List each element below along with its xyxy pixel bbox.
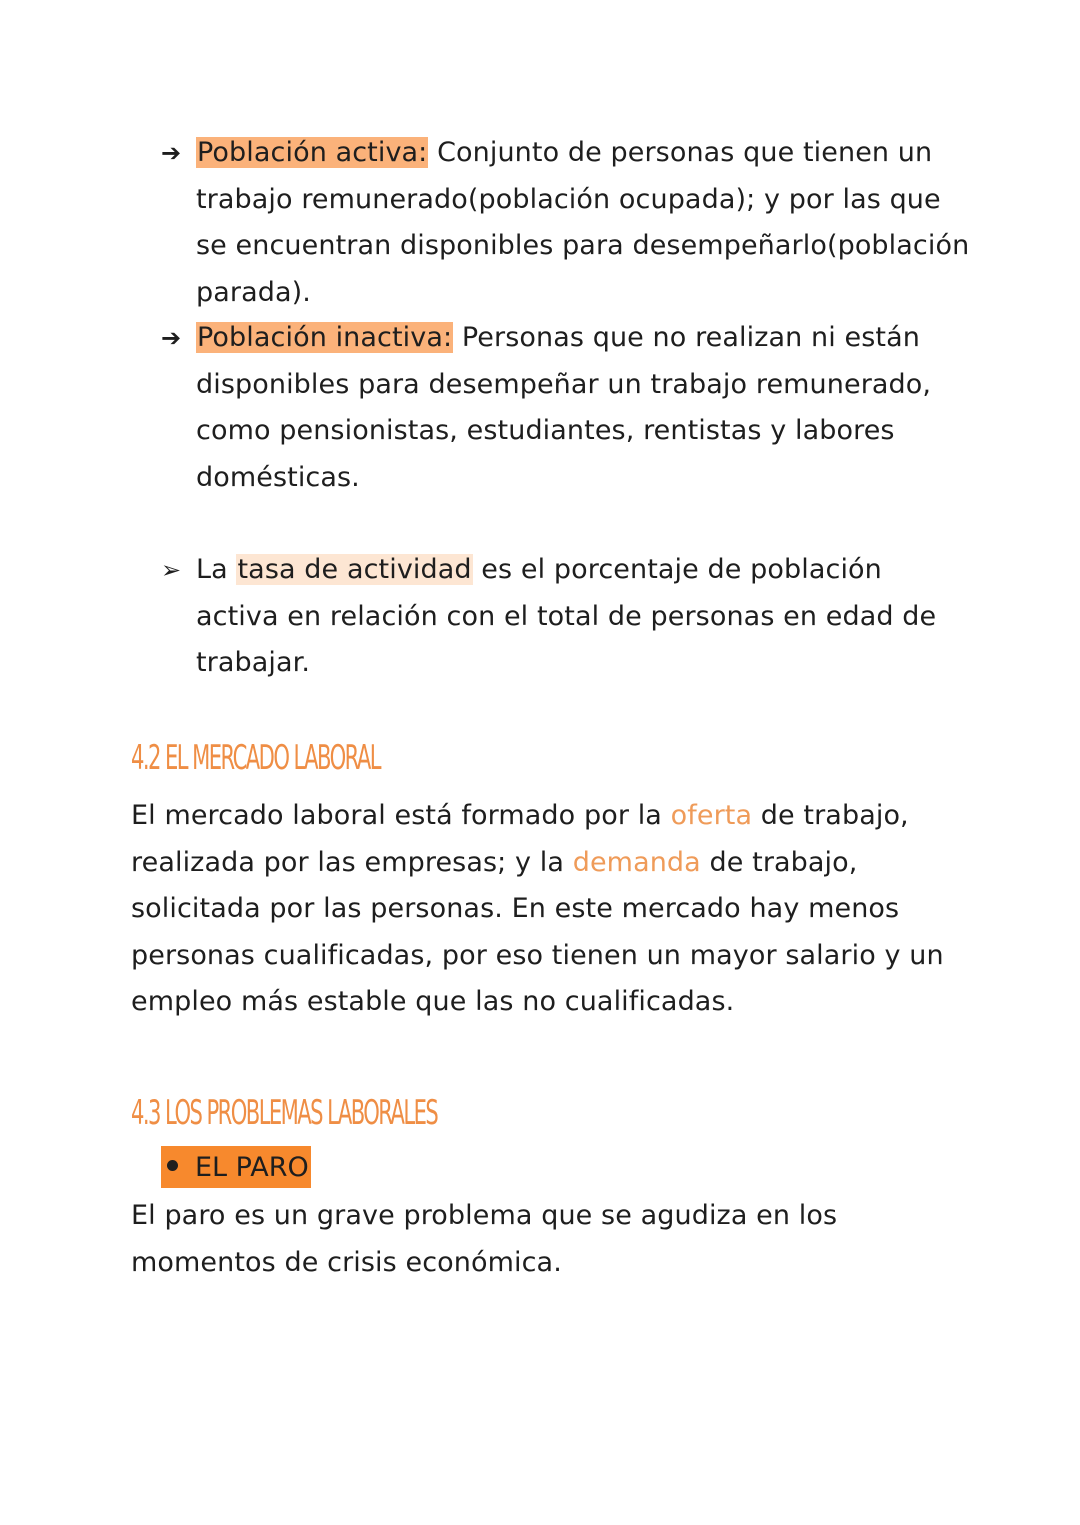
note-line: trabajar. (196, 647, 311, 678)
keyword-oferta: oferta (670, 800, 753, 831)
definition-line: parada). (196, 276, 311, 308)
section-heading-mercado-laboral: 4.2 EL MERCADO LABORAL (131, 738, 380, 778)
definition-text: Conjunto de personas que tienen un (428, 137, 933, 168)
paragraph-el-paro (131, 1193, 1011, 1286)
definition-line: trabajo remunerado(población ocupada); y por las que (196, 183, 941, 215)
paragraph-line: personas cualificadas, por eso tienen un mayor salario y un (131, 939, 944, 971)
term-tasa-de-actividad: tasa de actividad (237, 554, 472, 585)
definition-poblacion-inactiva (161, 315, 981, 501)
term-poblacion-activa: Población activa: (197, 137, 428, 168)
definition-text: Personas que no realizan ni están (453, 322, 920, 353)
paragraph-line: momentos de crisis económica. (131, 1246, 562, 1278)
arrow-right-icon: ➔ (161, 139, 182, 167)
arrowhead-bullet-icon: ➢ (161, 556, 182, 584)
note-line: activa en relación con el total de personas en edad de (196, 600, 937, 632)
term-poblacion-inactiva: Población inactiva: (197, 322, 453, 353)
definition-line: se encuentran disponibles para desempeñarlo(población (196, 230, 970, 261)
paragraph-line: empleo más estable que las no cualificadas. (131, 986, 735, 1017)
definition-line: disponibles para desempeñar un trabajo remunerado, (196, 368, 932, 400)
tasa-actividad-note: ➢ La tasa de actividad es el porcentaje de población activa en relación con el total de personas en edad de trabajar. (161, 547, 981, 687)
paragraph-line: El paro es un grave problema que se agudiza en los (131, 1200, 838, 1231)
definition-line: domésticas. (196, 461, 360, 493)
definition-line: como pensionistas, estudiantes, rentistas y labores (196, 415, 895, 446)
section-heading-problemas-laborales: 4.3 LOS PROBLEMAS LABORALES (131, 1093, 438, 1133)
bullet-dot-icon (167, 1160, 178, 1171)
definition-poblacion-activa (161, 130, 981, 316)
paragraph-line: solicitada por las personas. En este mercado hay menos (131, 893, 900, 924)
paragraph-mercado-laboral: El mercado laboral está formado por la oferta de trabajo, realizada por las empresas; y la demanda de trabajo, solicitada por las personas. En este mercado hay menos personas cualificadas, por eso tienen un mayor salario y un empleo más estable que las no cualificadas. (131, 793, 1011, 1026)
arrow-right-icon: ➔ (161, 324, 182, 352)
bullet-label-el-paro: EL PARO (161, 1146, 311, 1188)
keyword-demanda: demanda (572, 846, 701, 878)
